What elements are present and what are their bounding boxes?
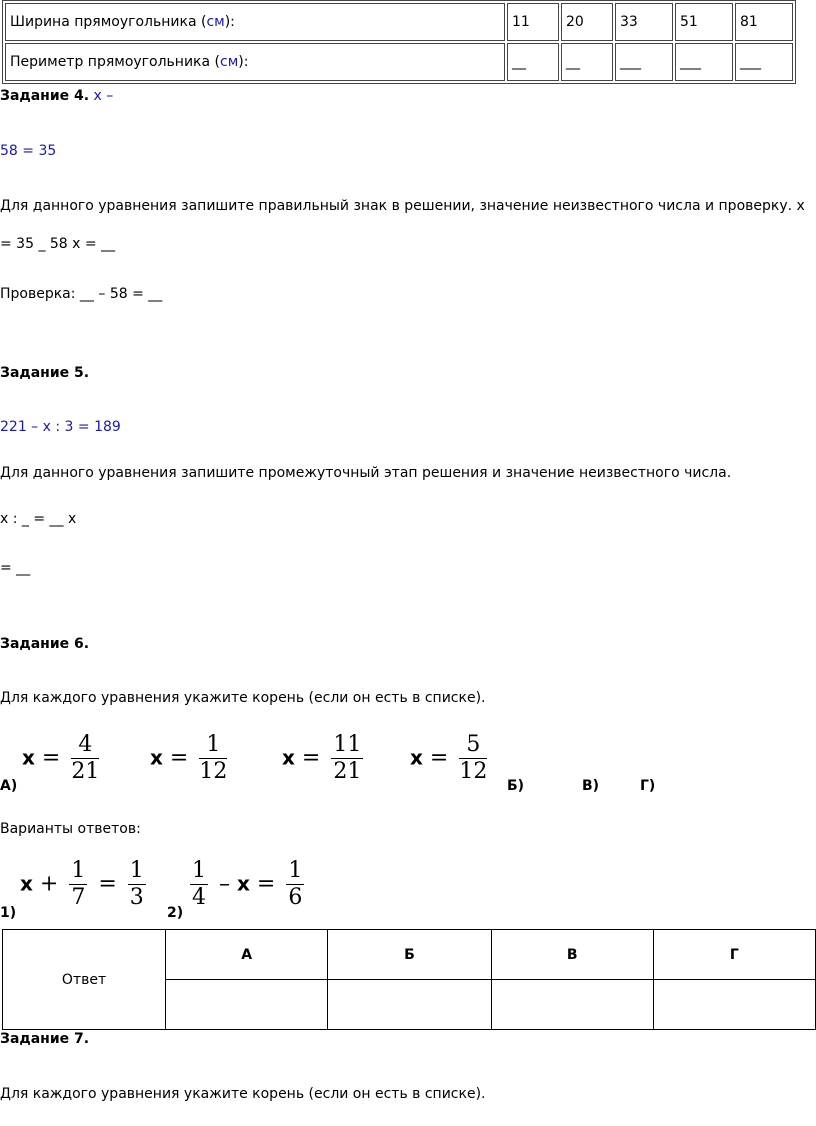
root-c xyxy=(282,732,367,785)
width-label: Ширина прямоугольника (см): xyxy=(5,3,505,41)
root-label-a: А) xyxy=(0,778,18,794)
fraction: $\frac{1}{12}$ xyxy=(199,732,228,784)
task5-line2: = __ xyxy=(0,560,31,576)
math-variable: x xyxy=(22,745,35,770)
task4-text: Для данного уравнения запишите правильный знак в решении, значение неизвестного числа и проверку. x xyxy=(0,198,805,214)
root-d xyxy=(410,732,491,785)
answer-header-d: Г xyxy=(653,930,815,980)
task6-text: Для каждого уравнения укажите корень (если он есть в списке). xyxy=(0,690,486,706)
root-a xyxy=(22,732,103,785)
equation-1-label: 1) xyxy=(0,905,17,921)
fraction: $\frac{4}{21}$ xyxy=(71,732,100,784)
math-equals: = xyxy=(169,745,189,771)
answer-header-a: А xyxy=(166,930,328,980)
task4-title: Задание 4. xyxy=(0,88,90,104)
root-label-c: В) xyxy=(582,778,600,794)
table-cell: 20 xyxy=(561,3,613,41)
table-cell: 11 xyxy=(507,3,559,41)
equation-1: x + $\frac{1}{7}$ = $\frac{1}{3}$ xyxy=(20,858,144,910)
task5-line1: x : _ = __ x xyxy=(0,511,77,527)
task4-solution-line: = 35 _ 58 x = __ xyxy=(0,236,116,252)
equation-2-label: 2) xyxy=(167,905,184,921)
math-variable: x xyxy=(150,745,163,770)
perimeter-label: Периметр прямоугольника (см): xyxy=(5,43,505,81)
answer-table xyxy=(2,929,816,1030)
root-b xyxy=(150,732,231,785)
fraction: $\frac{1}{7}$ xyxy=(71,858,86,910)
answer-row-label: Ответ xyxy=(3,930,166,1030)
root-label-d: Г) xyxy=(640,778,656,794)
variants-label: Варианты ответов: xyxy=(0,821,141,837)
answer-cell-c[interactable] xyxy=(491,980,653,1030)
task7-title: Задание 7. xyxy=(0,1031,90,1047)
math-equals: = xyxy=(41,745,61,771)
math-variable: x xyxy=(20,871,33,896)
fraction: $\frac{1}{4}$ xyxy=(192,858,206,910)
table-cell: 81 xyxy=(735,3,793,41)
task5-equation: 221 – x : 3 = 189 xyxy=(0,419,121,435)
math-equals: = xyxy=(429,745,449,771)
fraction: $\frac{11}{21}$ xyxy=(333,732,362,784)
task6-title: Задание 6. xyxy=(0,636,90,652)
answer-cell-d[interactable] xyxy=(653,980,815,1030)
table-row xyxy=(5,3,793,41)
table-cell[interactable]: ___ xyxy=(675,43,733,81)
task5-title: Задание 5. xyxy=(0,365,90,381)
table-row xyxy=(5,43,793,81)
answer-header-b: Б xyxy=(328,930,491,980)
task5-text: Для данного уравнения запишите промежуточный этап решения и значение неизвестного числа. xyxy=(0,465,732,481)
table-cell[interactable]: __ xyxy=(507,43,559,81)
root-label-b: Б) xyxy=(507,778,525,794)
table-cell[interactable]: ___ xyxy=(735,43,793,81)
dimensions-table xyxy=(2,0,796,84)
math-variable: x xyxy=(410,745,423,770)
fraction: $\frac{5}{12}$ xyxy=(459,732,488,784)
math-variable: x xyxy=(282,745,295,770)
table-cell[interactable]: __ xyxy=(561,43,613,81)
table-cell: 33 xyxy=(615,3,673,41)
fraction: $\frac{1}{3}$ xyxy=(129,858,144,910)
answer-cell-a[interactable] xyxy=(166,980,328,1030)
answer-header-c: В xyxy=(491,930,653,980)
task7-text: Для каждого уравнения укажите корень (если он есть в списке). xyxy=(0,1086,486,1102)
answer-cell-b[interactable] xyxy=(328,980,491,1030)
table-row xyxy=(3,930,816,980)
fraction: $\frac{1}{6}$ xyxy=(288,858,303,910)
task4-heading xyxy=(0,88,113,104)
task4-check: Проверка: __ – 58 = __ xyxy=(0,286,163,302)
table-cell[interactable]: ___ xyxy=(615,43,673,81)
table-cell: 51 xyxy=(675,3,733,41)
task4-equation-part1: x – xyxy=(93,88,114,104)
math-variable: x xyxy=(237,871,250,896)
equation-2: $\frac{1}{4}$ – x = $\frac{1}{6}$ xyxy=(192,858,303,910)
task4-equation-part2: 58 = 35 xyxy=(0,143,57,159)
math-equals: = xyxy=(301,745,321,771)
